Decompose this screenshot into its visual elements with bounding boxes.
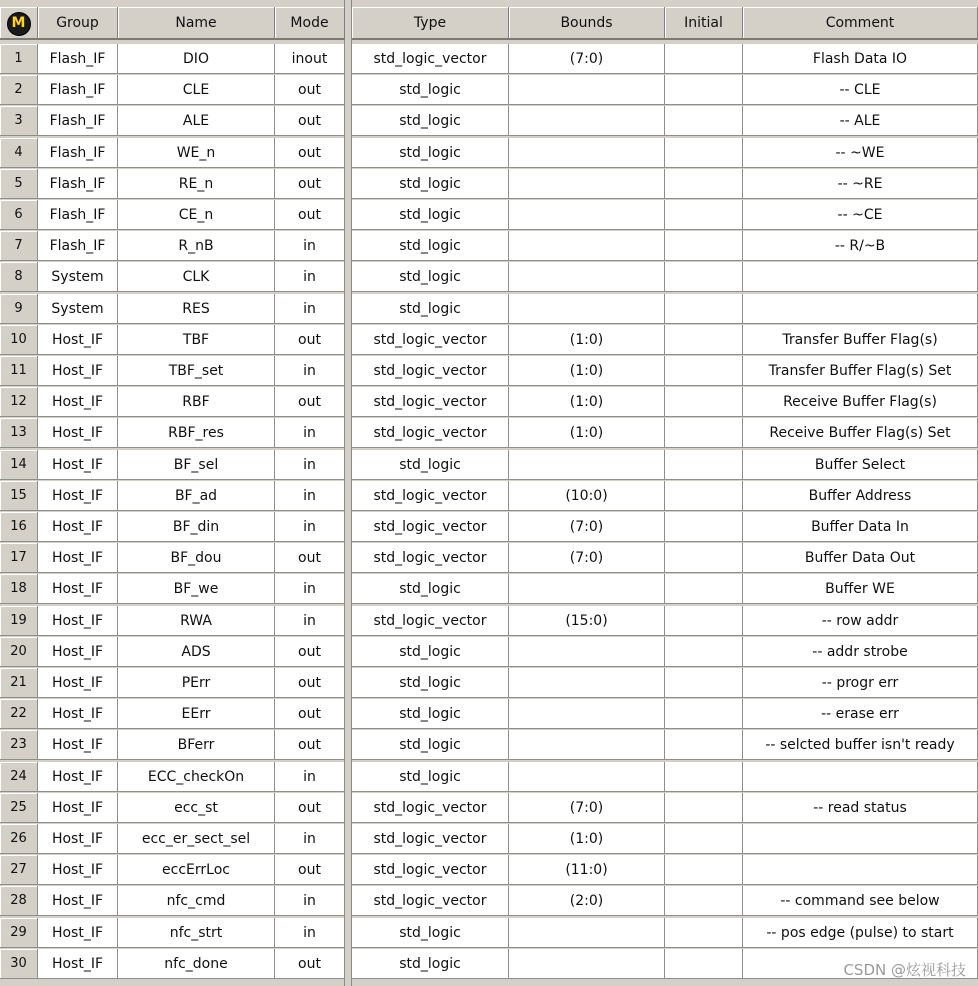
row-number-header[interactable]: 30: [0, 949, 38, 979]
cell-initial[interactable]: [665, 44, 743, 74]
cell-group[interactable]: Host_IF: [38, 356, 118, 386]
cell-comment[interactable]: Buffer WE: [743, 574, 978, 604]
cell-mode[interactable]: out: [275, 949, 345, 979]
cell-comment[interactable]: [743, 762, 978, 792]
cell-initial[interactable]: [665, 262, 743, 292]
cell-type[interactable]: std_logic_vector: [352, 481, 509, 511]
cell-initial[interactable]: [665, 138, 743, 168]
cell-initial[interactable]: [665, 512, 743, 542]
cell-type[interactable]: std_logic: [352, 294, 509, 324]
row-number-header[interactable]: 5: [0, 169, 38, 199]
cell-name[interactable]: RES: [118, 294, 275, 324]
cell-comment[interactable]: Receive Buffer Flag(s) Set: [743, 418, 978, 448]
cell-initial[interactable]: [665, 699, 743, 729]
cell-bounds[interactable]: (2:0): [509, 886, 665, 916]
row-number-header[interactable]: 13: [0, 418, 38, 448]
row-number-header[interactable]: 24: [0, 762, 38, 792]
row-number-header[interactable]: 2: [0, 75, 38, 105]
cell-bounds[interactable]: (15:0): [509, 606, 665, 636]
cell-group[interactable]: Flash_IF: [38, 231, 118, 261]
row-number-header[interactable]: 9: [0, 294, 38, 324]
cell-comment[interactable]: -- R/~B: [743, 231, 978, 261]
cell-mode[interactable]: out: [275, 169, 345, 199]
table-row[interactable]: [0, 262, 978, 293]
cell-bounds[interactable]: [509, 200, 665, 230]
cell-name[interactable]: nfc_done: [118, 949, 275, 979]
cell-name[interactable]: RBF_res: [118, 418, 275, 448]
cell-name[interactable]: ecc_st: [118, 793, 275, 823]
cell-bounds[interactable]: (1:0): [509, 356, 665, 386]
cell-group[interactable]: Flash_IF: [38, 44, 118, 74]
cell-mode[interactable]: in: [275, 294, 345, 324]
cell-comment[interactable]: Buffer Select: [743, 450, 978, 480]
cell-bounds[interactable]: [509, 138, 665, 168]
cell-comment[interactable]: Buffer Address: [743, 481, 978, 511]
cell-bounds[interactable]: (7:0): [509, 512, 665, 542]
cell-group[interactable]: Flash_IF: [38, 138, 118, 168]
cell-type[interactable]: std_logic_vector: [352, 886, 509, 916]
table-row[interactable]: [0, 294, 978, 325]
table-row[interactable]: [0, 450, 978, 481]
cell-type[interactable]: std_logic_vector: [352, 387, 509, 417]
cell-name[interactable]: R_nB: [118, 231, 275, 261]
cell-name[interactable]: WE_n: [118, 138, 275, 168]
table-row[interactable]: [0, 793, 978, 824]
cell-bounds[interactable]: [509, 262, 665, 292]
cell-initial[interactable]: [665, 762, 743, 792]
cell-name[interactable]: EErr: [118, 699, 275, 729]
cell-initial[interactable]: [665, 949, 743, 979]
table-row[interactable]: [0, 918, 978, 949]
cell-type[interactable]: std_logic_vector: [352, 44, 509, 74]
cell-name[interactable]: BF_ad: [118, 481, 275, 511]
cell-group[interactable]: Host_IF: [38, 668, 118, 698]
cell-initial[interactable]: [665, 886, 743, 916]
cell-comment[interactable]: -- ~CE: [743, 200, 978, 230]
cell-group[interactable]: Host_IF: [38, 418, 118, 448]
cell-bounds[interactable]: (7:0): [509, 793, 665, 823]
cell-initial[interactable]: [665, 855, 743, 885]
cell-group[interactable]: Host_IF: [38, 481, 118, 511]
cell-mode[interactable]: in: [275, 512, 345, 542]
cell-comment[interactable]: -- ~WE: [743, 138, 978, 168]
row-number-header[interactable]: 11: [0, 356, 38, 386]
cell-initial[interactable]: [665, 918, 743, 948]
cell-bounds[interactable]: [509, 574, 665, 604]
table-row[interactable]: [0, 512, 978, 543]
row-number-header[interactable]: 12: [0, 387, 38, 417]
cell-name[interactable]: ALE: [118, 106, 275, 136]
cell-type[interactable]: std_logic: [352, 169, 509, 199]
table-row[interactable]: [0, 730, 978, 761]
cell-initial[interactable]: [665, 294, 743, 324]
table-row[interactable]: [0, 75, 978, 106]
cell-initial[interactable]: [665, 824, 743, 854]
row-number-header[interactable]: 8: [0, 262, 38, 292]
row-number-header[interactable]: 16: [0, 512, 38, 542]
row-number-header[interactable]: 10: [0, 325, 38, 355]
row-number-header[interactable]: 7: [0, 231, 38, 261]
cell-group[interactable]: Host_IF: [38, 574, 118, 604]
cell-type[interactable]: std_logic_vector: [352, 418, 509, 448]
cell-bounds[interactable]: [509, 106, 665, 136]
cell-type[interactable]: std_logic_vector: [352, 855, 509, 885]
cell-bounds[interactable]: [509, 949, 665, 979]
cell-mode[interactable]: in: [275, 356, 345, 386]
cell-name[interactable]: ECC_checkOn: [118, 762, 275, 792]
column-header-type[interactable]: Type: [352, 7, 509, 40]
cell-type[interactable]: std_logic: [352, 730, 509, 760]
table-row[interactable]: [0, 387, 978, 418]
column-header-comment[interactable]: Comment: [743, 7, 978, 40]
cell-initial[interactable]: [665, 231, 743, 261]
column-header-mode[interactable]: Mode: [275, 7, 345, 40]
cell-comment[interactable]: -- ALE: [743, 106, 978, 136]
cell-initial[interactable]: [665, 668, 743, 698]
table-row[interactable]: [0, 668, 978, 699]
cell-mode[interactable]: in: [275, 762, 345, 792]
row-number-header[interactable]: 17: [0, 543, 38, 573]
cell-mode[interactable]: out: [275, 637, 345, 667]
cell-type[interactable]: std_logic_vector: [352, 325, 509, 355]
cell-name[interactable]: ADS: [118, 637, 275, 667]
table-row[interactable]: [0, 481, 978, 512]
cell-bounds[interactable]: [509, 699, 665, 729]
table-row[interactable]: [0, 44, 978, 75]
cell-bounds[interactable]: [509, 169, 665, 199]
cell-group[interactable]: Host_IF: [38, 793, 118, 823]
table-row[interactable]: [0, 606, 978, 637]
table-row[interactable]: [0, 574, 978, 605]
cell-group[interactable]: Host_IF: [38, 824, 118, 854]
cell-name[interactable]: BF_din: [118, 512, 275, 542]
cell-mode[interactable]: out: [275, 730, 345, 760]
cell-type[interactable]: std_logic: [352, 138, 509, 168]
cell-type[interactable]: std_logic: [352, 918, 509, 948]
table-row[interactable]: [0, 418, 978, 449]
cell-initial[interactable]: [665, 481, 743, 511]
cell-initial[interactable]: [665, 387, 743, 417]
cell-mode[interactable]: out: [275, 200, 345, 230]
row-number-header[interactable]: 6: [0, 200, 38, 230]
cell-type[interactable]: std_logic: [352, 231, 509, 261]
cell-bounds[interactable]: (10:0): [509, 481, 665, 511]
cell-group[interactable]: Host_IF: [38, 730, 118, 760]
cell-type[interactable]: std_logic_vector: [352, 793, 509, 823]
cell-mode[interactable]: out: [275, 668, 345, 698]
cell-mode[interactable]: in: [275, 918, 345, 948]
cell-mode[interactable]: out: [275, 138, 345, 168]
cell-group[interactable]: Host_IF: [38, 637, 118, 667]
cell-name[interactable]: ecc_er_sect_sel: [118, 824, 275, 854]
cell-mode[interactable]: in: [275, 606, 345, 636]
cell-bounds[interactable]: [509, 637, 665, 667]
cell-type[interactable]: std_logic: [352, 949, 509, 979]
cell-name[interactable]: nfc_cmd: [118, 886, 275, 916]
cell-type[interactable]: std_logic_vector: [352, 512, 509, 542]
row-number-header[interactable]: 19: [0, 606, 38, 636]
cell-mode[interactable]: out: [275, 793, 345, 823]
cell-group[interactable]: Host_IF: [38, 918, 118, 948]
cell-comment[interactable]: -- erase err: [743, 699, 978, 729]
cell-bounds[interactable]: [509, 918, 665, 948]
cell-bounds[interactable]: (7:0): [509, 44, 665, 74]
table-row[interactable]: [0, 637, 978, 668]
cell-name[interactable]: PErr: [118, 668, 275, 698]
cell-name[interactable]: RE_n: [118, 169, 275, 199]
cell-type[interactable]: std_logic: [352, 106, 509, 136]
cell-type[interactable]: std_logic_vector: [352, 824, 509, 854]
column-header-name[interactable]: Name: [118, 7, 275, 40]
cell-name[interactable]: CE_n: [118, 200, 275, 230]
cell-mode[interactable]: out: [275, 855, 345, 885]
table-row[interactable]: [0, 699, 978, 730]
column-header-group[interactable]: Group: [38, 7, 118, 40]
cell-bounds[interactable]: [509, 75, 665, 105]
cell-name[interactable]: RBF: [118, 387, 275, 417]
cell-bounds[interactable]: [509, 294, 665, 324]
row-number-header[interactable]: 28: [0, 886, 38, 916]
cell-comment[interactable]: -- command see below: [743, 886, 978, 916]
cell-initial[interactable]: [665, 418, 743, 448]
table-row[interactable]: [0, 106, 978, 137]
cell-mode[interactable]: in: [275, 231, 345, 261]
cell-group[interactable]: Flash_IF: [38, 169, 118, 199]
cell-group[interactable]: Host_IF: [38, 606, 118, 636]
cell-mode[interactable]: inout: [275, 44, 345, 74]
header-row: [0, 7, 978, 38]
cell-mode[interactable]: in: [275, 262, 345, 292]
cell-bounds[interactable]: [509, 668, 665, 698]
cell-mode[interactable]: in: [275, 824, 345, 854]
cell-initial[interactable]: [665, 730, 743, 760]
row-number-header[interactable]: 22: [0, 699, 38, 729]
table-row[interactable]: [0, 231, 978, 262]
cell-comment[interactable]: -- selcted buffer isn't ready: [743, 730, 978, 760]
cell-name[interactable]: BF_dou: [118, 543, 275, 573]
cell-mode[interactable]: in: [275, 450, 345, 480]
cell-comment[interactable]: Flash Data IO: [743, 44, 978, 74]
cell-comment[interactable]: Transfer Buffer Flag(s): [743, 325, 978, 355]
table-row[interactable]: [0, 543, 978, 574]
cell-group[interactable]: Host_IF: [38, 512, 118, 542]
cell-bounds[interactable]: [509, 762, 665, 792]
cell-comment[interactable]: [743, 855, 978, 885]
cell-group[interactable]: Host_IF: [38, 387, 118, 417]
cell-initial[interactable]: [665, 606, 743, 636]
cell-type[interactable]: std_logic: [352, 450, 509, 480]
table-row[interactable]: [0, 356, 978, 387]
cell-bounds[interactable]: [509, 450, 665, 480]
cell-bounds[interactable]: (1:0): [509, 387, 665, 417]
watermark: CSDN @炫视科技: [843, 961, 966, 979]
cell-name[interactable]: BF_sel: [118, 450, 275, 480]
cell-bounds[interactable]: (1:0): [509, 325, 665, 355]
row-number-header[interactable]: 26: [0, 824, 38, 854]
cell-comment[interactable]: -- addr strobe: [743, 637, 978, 667]
cell-group[interactable]: Host_IF: [38, 949, 118, 979]
row-number-header[interactable]: 23: [0, 730, 38, 760]
cell-name[interactable]: TBF: [118, 325, 275, 355]
row-number-header[interactable]: 29: [0, 918, 38, 948]
cell-group[interactable]: Flash_IF: [38, 75, 118, 105]
cell-mode[interactable]: out: [275, 106, 345, 136]
cell-group[interactable]: Host_IF: [38, 543, 118, 573]
cell-group[interactable]: System: [38, 294, 118, 324]
cell-initial[interactable]: [665, 75, 743, 105]
row-number-header[interactable]: 27: [0, 855, 38, 885]
cell-name[interactable]: BFerr: [118, 730, 275, 760]
cell-initial[interactable]: [665, 793, 743, 823]
cell-comment[interactable]: -- pos edge (pulse) to start: [743, 918, 978, 948]
cell-name[interactable]: nfc_strt: [118, 918, 275, 948]
row-number-header[interactable]: 18: [0, 574, 38, 604]
cell-initial[interactable]: [665, 200, 743, 230]
row-number-header[interactable]: 20: [0, 637, 38, 667]
cell-comment[interactable]: [743, 262, 978, 292]
row-number-header[interactable]: 15: [0, 481, 38, 511]
cell-type[interactable]: std_logic: [352, 262, 509, 292]
cell-bounds[interactable]: (11:0): [509, 855, 665, 885]
cell-mode[interactable]: out: [275, 325, 345, 355]
cell-name[interactable]: BF_we: [118, 574, 275, 604]
cell-comment[interactable]: Buffer Data In: [743, 512, 978, 542]
cell-comment[interactable]: Receive Buffer Flag(s): [743, 387, 978, 417]
table-row[interactable]: [0, 949, 978, 980]
cell-comment[interactable]: -- read status: [743, 793, 978, 823]
row-number-header[interactable]: 25: [0, 793, 38, 823]
cell-type[interactable]: std_logic: [352, 200, 509, 230]
cell-mode[interactable]: in: [275, 886, 345, 916]
cell-name[interactable]: DIO: [118, 44, 275, 74]
cell-bounds[interactable]: (7:0): [509, 543, 665, 573]
cell-initial[interactable]: [665, 637, 743, 667]
cell-mode[interactable]: out: [275, 387, 345, 417]
cell-comment[interactable]: [743, 824, 978, 854]
column-header-initial[interactable]: Initial: [665, 7, 743, 40]
cell-group[interactable]: Flash_IF: [38, 200, 118, 230]
cell-type[interactable]: std_logic: [352, 574, 509, 604]
cell-comment[interactable]: -- row addr: [743, 606, 978, 636]
row-number-header[interactable]: 1: [0, 44, 38, 74]
cell-comment[interactable]: -- progr err: [743, 668, 978, 698]
cell-name[interactable]: CLK: [118, 262, 275, 292]
cell-name[interactable]: eccErrLoc: [118, 855, 275, 885]
cell-bounds[interactable]: [509, 730, 665, 760]
cell-mode[interactable]: out: [275, 75, 345, 105]
table-row[interactable]: [0, 200, 978, 231]
cell-mode[interactable]: out: [275, 699, 345, 729]
cell-type[interactable]: std_logic: [352, 668, 509, 698]
cell-type[interactable]: std_logic: [352, 637, 509, 667]
cell-type[interactable]: std_logic_vector: [352, 606, 509, 636]
table-row[interactable]: [0, 138, 978, 169]
cell-type[interactable]: std_logic_vector: [352, 543, 509, 573]
cell-initial[interactable]: [665, 356, 743, 386]
select-all-corner[interactable]: [0, 7, 38, 40]
table-row[interactable]: [0, 886, 978, 917]
cell-type[interactable]: std_logic: [352, 699, 509, 729]
cell-initial[interactable]: [665, 543, 743, 573]
m-badge-icon: M: [7, 12, 31, 36]
cell-group[interactable]: System: [38, 262, 118, 292]
table-row[interactable]: [0, 855, 978, 886]
table-row[interactable]: [0, 325, 978, 356]
column-header-bounds[interactable]: Bounds: [509, 7, 665, 40]
cell-type[interactable]: std_logic: [352, 75, 509, 105]
cell-mode[interactable]: in: [275, 574, 345, 604]
cell-group[interactable]: Host_IF: [38, 886, 118, 916]
cell-type[interactable]: std_logic_vector: [352, 356, 509, 386]
cell-comment[interactable]: Transfer Buffer Flag(s) Set: [743, 356, 978, 386]
cell-initial[interactable]: [665, 169, 743, 199]
cell-initial[interactable]: [665, 106, 743, 136]
table-row[interactable]: [0, 762, 978, 793]
cell-name[interactable]: CLE: [118, 75, 275, 105]
cell-comment[interactable]: -- ~RE: [743, 169, 978, 199]
cell-comment[interactable]: -- CLE: [743, 75, 978, 105]
cell-bounds[interactable]: [509, 231, 665, 261]
cell-group[interactable]: Host_IF: [38, 855, 118, 885]
cell-comment[interactable]: Buffer Data Out: [743, 543, 978, 573]
cell-name[interactable]: TBF_set: [118, 356, 275, 386]
cell-group[interactable]: Host_IF: [38, 450, 118, 480]
cell-name[interactable]: RWA: [118, 606, 275, 636]
cell-bounds[interactable]: (1:0): [509, 824, 665, 854]
table-row[interactable]: [0, 169, 978, 200]
cell-initial[interactable]: [665, 450, 743, 480]
row-number-header[interactable]: 3: [0, 106, 38, 136]
cell-mode[interactable]: in: [275, 481, 345, 511]
table-row[interactable]: [0, 824, 978, 855]
cell-mode[interactable]: in: [275, 418, 345, 448]
row-number-header[interactable]: 4: [0, 138, 38, 168]
cell-group[interactable]: Flash_IF: [38, 106, 118, 136]
cell-type[interactable]: std_logic: [352, 762, 509, 792]
cell-initial[interactable]: [665, 325, 743, 355]
cell-group[interactable]: Host_IF: [38, 699, 118, 729]
cell-group[interactable]: Host_IF: [38, 325, 118, 355]
row-number-header[interactable]: 21: [0, 668, 38, 698]
cell-bounds[interactable]: (1:0): [509, 418, 665, 448]
cell-group[interactable]: Host_IF: [38, 762, 118, 792]
cell-initial[interactable]: [665, 574, 743, 604]
cell-mode[interactable]: out: [275, 543, 345, 573]
row-number-header[interactable]: 14: [0, 450, 38, 480]
cell-comment[interactable]: [743, 294, 978, 324]
